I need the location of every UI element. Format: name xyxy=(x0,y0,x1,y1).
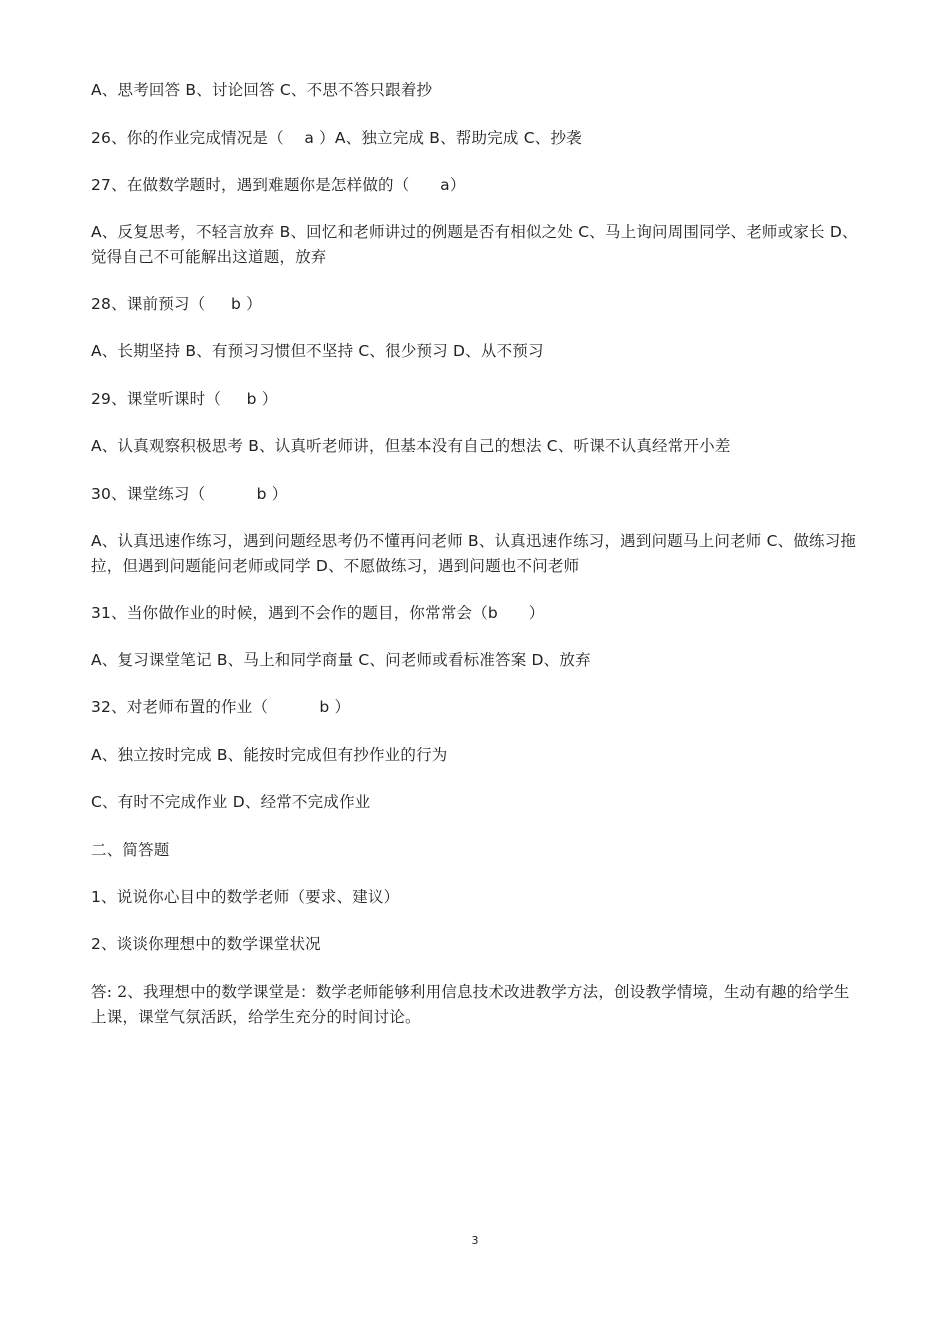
question-25-options: A、思考回答 B、讨论回答 C、不思不答只跟着抄 xyxy=(91,81,433,99)
question-27-options: A、反复思考，不轻言放弃 B、回忆和老师讲过的例题是否有相似之处 C、马上询问周围同学、老师或家长 D、觉得自己不可能解出这道题，放弃 xyxy=(91,223,858,266)
question-32-options-1: A、独立按时完成 B、能按时完成但有抄作业的行为 xyxy=(91,746,448,764)
question-31-options: A、复习课堂笔记 B、马上和同学商量 C、问老师或看标准答案 D、放弃 xyxy=(91,651,591,669)
section-heading: 二、简答题 xyxy=(91,841,170,859)
question-32: 32、对老师布置的作业（ b ） xyxy=(91,698,351,716)
question-28-options: A、长期坚持 B、有预习习惯但不坚持 C、很少预习 D、从不预习 xyxy=(91,342,544,360)
question-31: 31、当你做作业的时候，遇到不会作的题目，你常常会（b ） xyxy=(91,604,545,622)
question-28: 28、课前预习（ b ） xyxy=(91,295,262,313)
page-number: 3 xyxy=(471,1234,479,1247)
question-30: 30、课堂练习（ b ） xyxy=(91,485,288,503)
question-32-options-2: C、有时不完成作业 D、经常不完成作业 xyxy=(91,793,371,811)
question-27: 27、在做数学题时，遇到难题你是怎样做的（ a） xyxy=(91,176,466,194)
answer-paragraph: 答: 2、我理想中的数学课堂是：数学老师能够利用信息技术改进教学方法，创设教学情境，生动有趣的给学生上课，课堂气氛活跃，给学生充分的时间讨论。 xyxy=(91,983,850,1026)
short-answer-2: 2、谈谈你理想中的数学课堂状况 xyxy=(91,935,321,953)
question-29: 29、课堂听课时（ b ） xyxy=(91,390,278,408)
question-26: 26、你的作业完成情况是（ a ）A、独立完成 B、帮助完成 C、抄袭 xyxy=(91,129,582,147)
question-29-options: A、认真观察积极思考 B、认真听老师讲，但基本没有自己的想法 C、听课不认真经常开小差 xyxy=(91,437,731,455)
question-30-options: A、认真迅速作练习，遇到问题经思考仍不懂再问老师 B、认真迅速作练习，遇到问题马上问老师 C、做练习拖拉，但遇到问题能问老师或同学 D、不愿做练习，遇到问题也不问老师 xyxy=(91,532,857,575)
short-answer-1: 1、说说你心目中的数学老师（要求、建议） xyxy=(91,888,400,906)
